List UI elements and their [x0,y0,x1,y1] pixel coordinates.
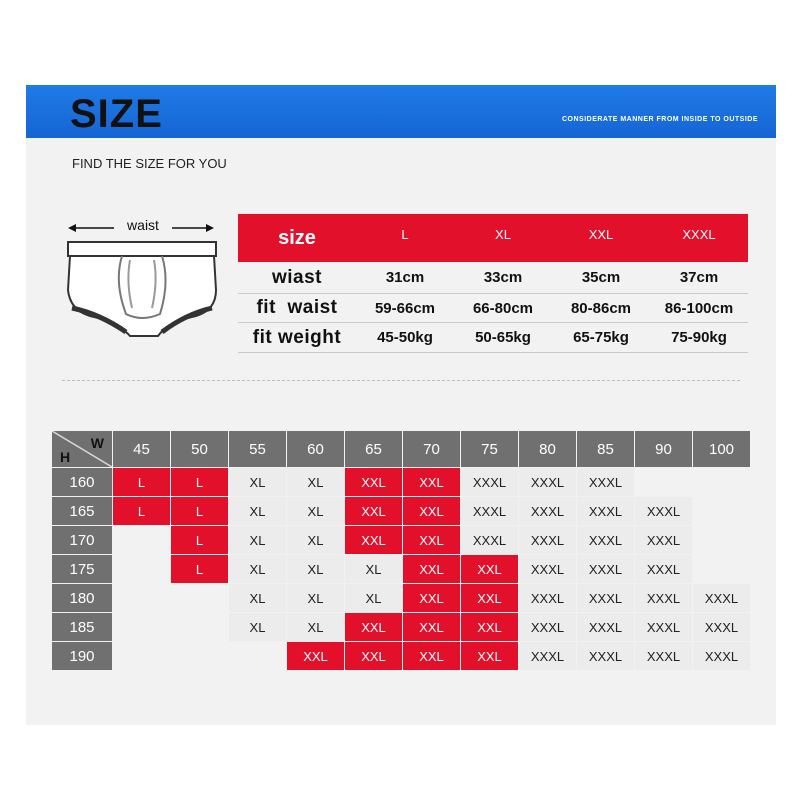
measurement-row-fit-weight [238,323,748,353]
grid-cell: XXL [345,526,402,554]
measurement-row-waist [238,262,748,294]
grid-cell: XL [229,497,286,525]
grid-cell: XXL [403,497,460,525]
grid-cell: XXL [461,584,518,612]
grid-cell: XXL [403,526,460,554]
grid-cell: XXL [403,468,460,496]
grid-cell: XXXL [519,584,576,612]
grid-cell: XXL [345,642,402,670]
measurement-header-row [238,214,748,262]
subtitle: FIND THE SIZE FOR YOU [72,156,227,171]
grid-cell [229,642,286,670]
grid-cell [113,526,170,554]
grid-cell: XXL [403,613,460,641]
grid-cell: L [171,468,228,496]
grid-cell: XXL [461,642,518,670]
grid-row [52,468,751,497]
grid-cell: XXXL [693,584,750,612]
table-cell: 86-100cm [664,299,734,317]
table-cell: 35cm [581,269,621,286]
grid-row [52,613,751,642]
grid-cell: XXXL [519,468,576,496]
row-label: fit waist [256,297,338,318]
size-column-xxl: XXL [588,226,614,242]
grid-cell [171,613,228,641]
grid-cell: XL [287,613,344,641]
grid-cell: XXXL [635,555,692,583]
grid-row [52,555,751,584]
table-cell: 80-86cm [570,299,632,317]
grid-cell: XXL [403,555,460,583]
weight-header-cell: 80 [519,431,576,467]
grid-cell: XXXL [577,555,634,583]
grid-cell: XXXL [635,497,692,525]
grid-cell: XXXL [577,526,634,554]
grid-cell: XXL [287,642,344,670]
height-header-cell: 165 [52,497,112,525]
grid-cell: L [171,555,228,583]
grid-cell [693,497,750,525]
grid-cell: L [113,497,170,525]
grid-cell: XXL [403,584,460,612]
weight-header-cell: 90 [635,431,692,467]
weight-axis-label: W [90,435,104,451]
grid-cell: XXXL [461,497,518,525]
section-divider [62,380,740,381]
table-cell: 65-75kg [573,329,629,346]
grid-cell [635,468,692,496]
table-cell: 33cm [483,269,523,286]
grid-cell: L [171,526,228,554]
weight-header-cell: 100 [693,431,750,467]
grid-cell: XXXL [577,468,634,496]
height-axis-label: H [60,449,71,465]
grid-cell: XL [229,584,286,612]
weight-header-cell: 60 [287,431,344,467]
page-title: SIZE [70,92,163,136]
grid-cell: XL [287,526,344,554]
grid-cell: XXXL [519,642,576,670]
table-cell: 31cm [385,269,425,286]
grid-cell: XXXL [577,613,634,641]
grid-cell: XL [229,555,286,583]
grid-cell: XXL [345,497,402,525]
grid-cell [113,555,170,583]
height-header-cell: 180 [52,584,112,612]
weight-header-cell: 85 [577,431,634,467]
table-cell: 59-66cm [374,299,436,317]
grid-row [52,642,751,671]
grid-cell: XL [287,584,344,612]
grid-cell: L [171,497,228,525]
grid-cell: XXXL [519,555,576,583]
grid-cell [171,642,228,670]
grid-cell: XXXL [461,526,518,554]
grid-cell: XXL [461,613,518,641]
grid-corner [52,431,112,467]
grid-row [52,526,751,555]
height-header-cell: 170 [52,526,112,554]
grid-cell: XXL [403,642,460,670]
underwear-diagram [60,212,230,342]
banner-tagline: CONSIDERATE MANNER FROM INSIDE TO OUTSIDE [561,116,758,123]
grid-row [52,584,751,613]
weight-header-cell: 50 [171,431,228,467]
grid-cell: XXL [345,468,402,496]
grid-cell [113,642,170,670]
table-cell: 37cm [679,269,719,286]
height-weight-size-grid [52,431,751,671]
grid-cell: XL [345,584,402,612]
grid-cell: XXXL [519,613,576,641]
grid-cell: XXL [345,613,402,641]
grid-cell: XXL [461,555,518,583]
grid-cell: XL [287,555,344,583]
grid-cell: XL [287,497,344,525]
measurement-table [238,214,748,353]
grid-cell: XXXL [693,613,750,641]
height-header-cell: 175 [52,555,112,583]
weight-header-cell: 65 [345,431,402,467]
grid-cell: XL [229,468,286,496]
height-header-cell: 190 [52,642,112,670]
measurement-row-fit-waist [238,294,748,323]
row-label: wiast [271,266,323,288]
grid-cell [113,584,170,612]
grid-cell [693,555,750,583]
grid-cell: XXXL [577,642,634,670]
grid-cell: L [113,468,170,496]
grid-cell: XXXL [635,613,692,641]
weight-header-cell: 45 [113,431,170,467]
table-cell: 50-65kg [475,329,531,346]
grid-row [52,497,751,526]
table-cell: 75-90kg [671,329,727,346]
weight-header-cell: 55 [229,431,286,467]
grid-cell: XXXL [635,642,692,670]
grid-cell: XXXL [577,584,634,612]
grid-cell [171,584,228,612]
grid-cell [693,526,750,554]
size-column-xxxl: XXXL [682,226,716,242]
grid-cell: XXXL [461,468,518,496]
grid-cell [113,613,170,641]
size-column-xl: XL [495,226,511,242]
grid-cell: XXXL [519,526,576,554]
weight-header-cell: 70 [403,431,460,467]
size-column-l: L [401,226,409,242]
grid-header-row [52,431,751,468]
grid-cell: XL [229,613,286,641]
grid-cell: XXXL [635,526,692,554]
table-cell: 45-50kg [377,329,433,346]
grid-cell: XXXL [519,497,576,525]
weight-header-cell: 75 [461,431,518,467]
grid-cell: XL [287,468,344,496]
height-header-cell: 160 [52,468,112,496]
table-cell: 66-80cm [472,299,534,317]
row-label: fit weight [252,326,342,348]
grid-cell: XL [345,555,402,583]
size-header-label: size [278,226,316,249]
height-header-cell: 185 [52,613,112,641]
grid-cell: XXXL [693,642,750,670]
grid-cell [693,468,750,496]
grid-cell: XXXL [577,497,634,525]
grid-cell: XL [229,526,286,554]
grid-cell: XXXL [635,584,692,612]
waist-label: waist [127,217,159,233]
